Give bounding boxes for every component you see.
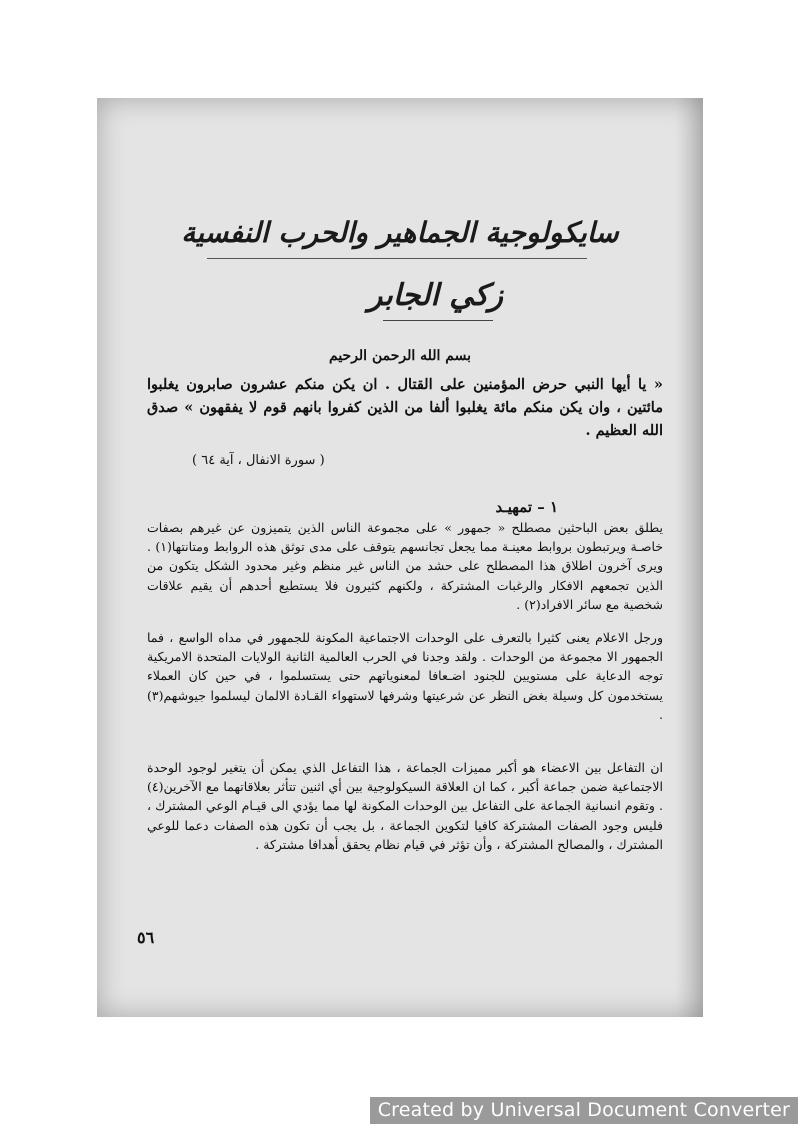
author-underline	[383, 320, 493, 321]
quran-verse	[147, 373, 663, 442]
paragraph-3-text: ان التفاعل بين الاعضاء هو أكبر مميزات الجماعة ، هذا التفاعل الذي يمكن أن يتغير لوجود الوحدة الاجتماعية ضمن جماعة أكبر ، كما ان العلاقة السيكولوجية بين أي اثنين تتأثر بعلاقاتهما مع الآخرين(٤) . وتقوم انسانية الجماعة على التفاعل بين الوحدات المكونة لها مما يؤدي الى قيـام الوعي المشترك ، فليس وجود الصفات المشتركة كافيا لتكوين الجماعة ، بل يجب أن تكون هذه الصفات دعما للوعي المشترك ، والمصالح المشتركة ، وأن تؤثر في قيام نظام يحقق أهدافا مشتركة .	[147, 760, 663, 852]
verse-reference: ( سورة الانفال ، آية ٦٤ )	[192, 453, 325, 468]
converter-watermark: Created by Universal Document Converter	[370, 1097, 798, 1124]
paragraph-2	[147, 628, 663, 724]
basmala: بسم الله الرحمن الرحيم	[329, 348, 471, 364]
verse-text: « يا أيها النبي حرض المؤمنين على القتال . ان يكن منكم عشرون صابرون يغلبوا مائتين ، وان يكن منكم مائة يغلبوا ألفا من الذين كفروا بانهم قوم لا يفقهون » صدق الله العظيم .	[147, 376, 663, 439]
author-name: زكي الجابر	[367, 278, 503, 313]
article-title: سايكولوجية الجماهير والحرب النفسية	[181, 216, 619, 249]
paragraph-3	[147, 758, 663, 854]
title-underline	[207, 258, 587, 259]
section-heading: ١ – تمهيـد	[495, 498, 558, 516]
paragraph-2-text: ورجل الاعلام يعنى كثيرا بالتعرف على الوحدات الاجتماعية المكونة للجمهور في مداه الواسع ، فما الجمهور الا مجموعة من الوحدات . ولقد وجدنا في الحرب العالمية الثانية الولايات المتحدة الامريكية توجه الدعاية على مستويين للجنود اضـعافا لمعنوياتهم حتى يستسلموا ، في حين كان العملاء يستخدمون كل وسيلة بغض النظر عن شرعيتها وشرفها لاستهواء القـادة الالمان ليسلموا جيوشهم(٣) .	[147, 630, 663, 722]
paragraph-1	[147, 518, 663, 614]
scanned-page	[97, 98, 703, 1017]
paragraph-1-text: يطلق بعض الباحثين مصطلح « جمهور » على مجموعة الناس الذين يتميزون عن غيرهم بصفات خاصـة ويرتبطون بروابط معينـة مما يجعل تجانسهم يتوقف على مدى توثق هذه الروابط ومتانتها(١) . ويرى آخرون اطلاق هذا المصطلح على حشد من الناس غير منظم وغير محدود الشكل يتكون من الذين تجمعهم الافكار والرغبات المشتركة ، ولكنهم كثيرون فلا يستطيع أحدهم أن يقيم علاقات شخصية مع سائر الافراد(٢) .	[147, 520, 663, 612]
page-number: ٥٦	[137, 928, 155, 947]
